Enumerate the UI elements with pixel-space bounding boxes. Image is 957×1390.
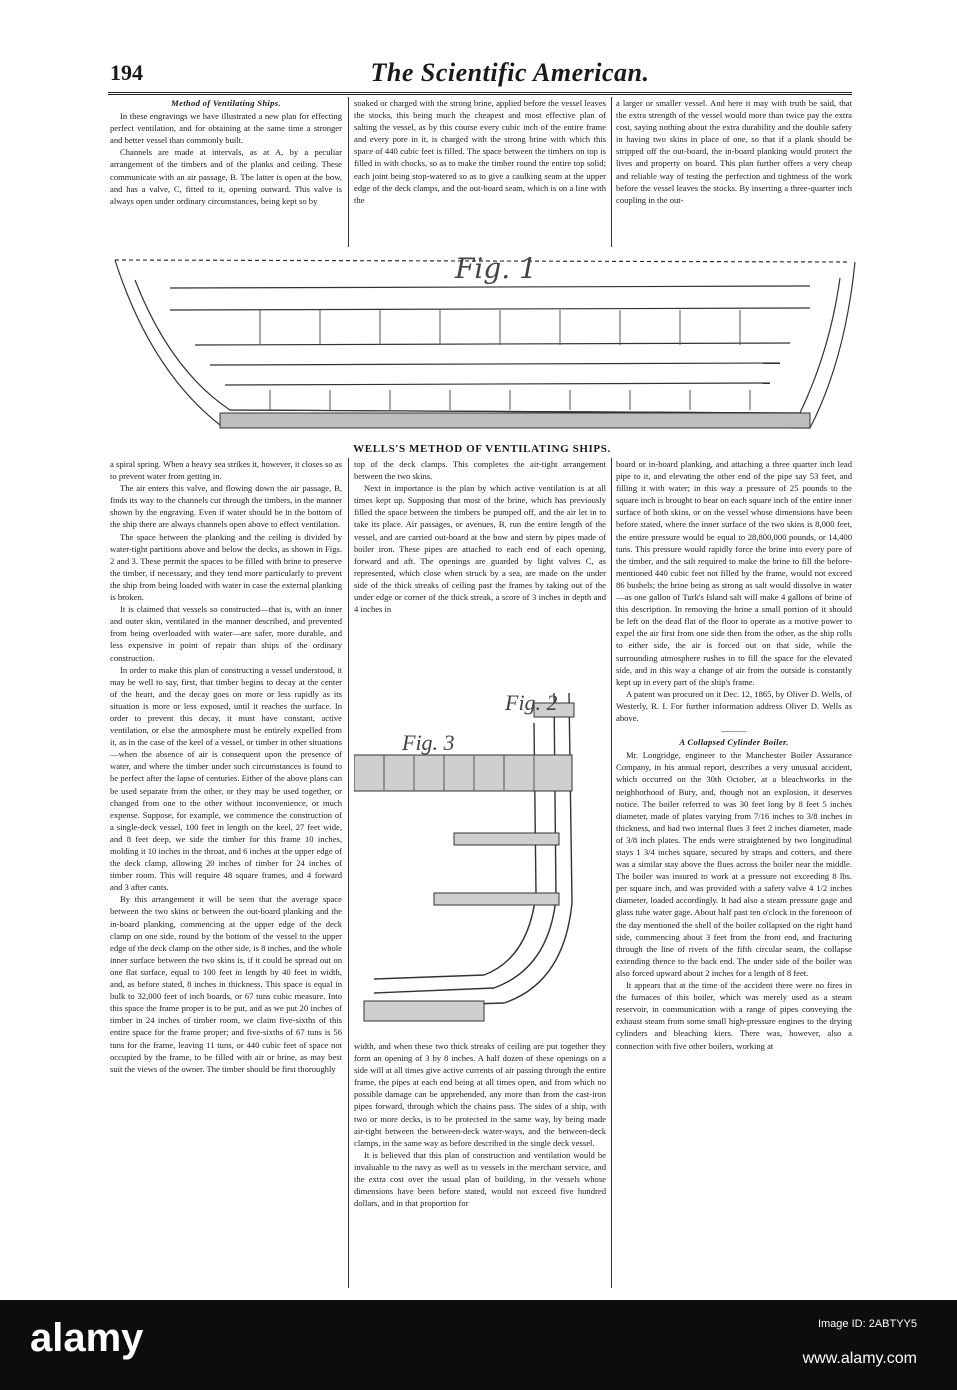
figure-2-label: Fig. 2 <box>505 690 558 715</box>
paragraph: width, and when these two thick streaks of ceiling are put together they form an opening of 3 by 8 inches. A half dozen of these openings on a side will at all times give active currents of air passing through the entire frame, the pipes at each end being at all times open, and from which no possible damage can be apprehended, any more than from the cast-iron pipes forward, through which the chains pass. The sides of a ship, with two or more decks, is to be protected in the same way, by being made air-tight between the between-deck water-ways, and the between-deck clamps, in the same way as before described in the single deck vessel. <box>354 1041 606 1148</box>
paragraph: Mr. Longridge, engineer to the Manchester Boiler Assurance Company, in his annual report, describes a very unusual accident, which occurred on the 30th October, at a bleachworks in the neighborhood of Bury, and, though not an explosion, it deserves notice. The boiler referred to was 30 feet long by 8 feet 5 inches diameter, made of plates varying from 7/16 inches to 3/8 inches in thickness, and had two internal flues 3 feet 2 inches diameter, made of 3/8 inch plates. The ends were straightened by two longitudinal stays 1 3/4 inches square, secured by straps and cotters, and there was a similar stay above the flues across the boiler near the middle. The boiler was insured to work at a pressure not exceeding 8 lbs. per square inch, and was provided with a safety valve 4 1/2 inches diameter, loaded accordingly. It had also a steam pressure gage and glass tube water gage. About half past ten o'clock in the forenoon of the day mentioned the shell of the boiler collapsed on the right hand side, commencing about 3 feet from the front end, and fracturing through the line of rivets of the fifth circular seam, the collapse extending thence to the back end. The under side of the boiler was also forced upward about 2 inches for a length of 8 feet. <box>616 750 852 978</box>
figure-3-label: Fig. 3 <box>402 730 455 755</box>
paragraph: It is claimed that vessels so constructed—that is, with an inner and outer skin, ventilated in the manner described, and prevented from being overloaded with water—are safer, more durable, and less expensive in point of repair than ships of the ordinary construction. <box>110 604 342 663</box>
article-column-6 <box>616 458 852 1288</box>
alamy-logo: alamy <box>30 1316 144 1360</box>
column-divider <box>348 97 349 247</box>
paragraph: Channels are made at intervals, as at A, by a peculiar arrangement of the timbers and of the planks and ceiling. These communicate with an air passage, B. The latter is open at the bow, and has a valve, C, fitted to it, opening outward. This valve is always open under ordinary circumstances, being kept so by <box>110 147 342 206</box>
article-heading: Method of Ventilating Ships. <box>171 98 281 108</box>
paragraph: The space between the planking and the ceiling is divided by water-tight partitions above and below the decks, as shown in Figs. 2 and 3. These permit the spaces to be filled with brine to preserve the timber, if necessary, and they tend more particularly to prevent the ship from being loaded with water in case the external planking is broken. <box>110 531 342 603</box>
column-divider <box>611 97 612 247</box>
paragraph: In order to make this plan of constructing a vessel understood, it may be well to say, first, that timber begins to decay at the center of the heart, and the decay goes on more or less rapidly as its situation is more or less exposed, until it reaches the surface. In order to prevent this decay, it must have constant, active ventilation, or else the atmosphere must be entirely expelled from it, as in the case of the keel of a vessel, or timber in other situations—when the absence of air is consequent upon the presence of water, and where the timber under such circumstances is found to be perfect after the lapse of centuries. Either of the above plans can be used separate from the other, or they may be used together, or changed from one to the other without inconvenience, or much expense. Suppose, for example, we commence the construction of a single-deck vessel, 100 feet in length on the keel, 27 feet wide, and 8 feet deep, we side the timber for this frame 10 inches, molding it 10 inches in the throat, and 6 inches at the upper edge of the deck clamp, allowing 20 inches of timber for 24 inches of timber room. This will require 48 square frames, and 4 forward and 3 after cants. <box>110 664 342 893</box>
paragraph: In these engravings we have illustrated a new plan for effecting perfect ventilation, and for obtaining at the same time a stronger and better vessel than commonly built. <box>110 111 342 146</box>
paragraph: top of the deck clamps. This completes the air-tight arrangement between the two skins. <box>354 459 606 482</box>
article-column-2 <box>354 97 606 247</box>
column-divider <box>611 458 612 1288</box>
figure-caption: WELLS'S METHOD OF VENTILATING SHIPS. <box>353 443 611 455</box>
article-column-5-continued <box>354 1040 606 1288</box>
paragraph: It is believed that this plan of construction and ventilation would be invaluable to the navy as well as to vessels in the merchant service, and the extra cost over the usual plan of building, in the vessels whose dimensions have been before stated, would not exceed five hundred dollars, and in that proportion for <box>354 1149 606 1209</box>
section-divider: ——— <box>721 725 747 736</box>
image-id-label: Image ID: 2ABTYY5 <box>817 1318 917 1330</box>
paragraph: soaked or charged with the strong brine, applied before the vessel leaves the stocks, this being much the cheapest and most effective plan of salting the vessel, as by this course every cubic inch of the entire frame and every pore in it, is charged with the strong brine with which this space of 440 cubic feet is filled. The space between the timbers on top is filled in with chocks, so as to make the timber round the entire top solid; each joint being stop-watered so as to give a caulking seam at the upper edge of the deck clamps, and the out-board seam, which is on a line with the <box>354 98 606 205</box>
article-column-5 <box>354 458 606 680</box>
paragraph: The air enters this valve, and flowing down the air passage, B, finds its way to the channels cut through the timbers, in the manner shown by the engraving. Even if water should be in the bottom of the ship there are always channels open above to effect ventilation. <box>110 483 342 530</box>
article-column-1 <box>110 97 342 247</box>
site-url: www.alamy.com <box>802 1350 917 1367</box>
paragraph: It appears that at the time of the accident there were no fires in the furnaces of this boiler, which was merely used as a steam reservoir, in communication with a range of pipes conveying the exhaust steam from some small high-pressure engines to the drying cylinders and bleaching kiers. There was, however, also a connection with five other boilers, working at <box>616 980 852 1051</box>
paragraph: Next in importance is the plan by which active ventilation is at all times kept up. Supposing that most of the brine, which has previously filled the space between the timbers be pumped off, and the air let in to take its place. Air passages, or avenues, B, run the entire length of the vessel, and are carried out-board at the bow and stern by pipes made of boiler iron. These pipes are attached to each end of each opening, forward and aft. The openings are guarded by light valves C, as represented, which close when struck by a sea, are made on the under side of the thick streaks of ceiling past the frames by taking out of the under edge or corner of the thick streak, a score of 3 inches in depth and 4 inches in <box>354 483 606 615</box>
paragraph: board or in-board planking, and attaching a three quarter inch lead pipe to it, and elevating the other end of the pipe say 53 feet, and filling it with water; in this way a pressure of 25 pounds to the square inch is brought to bear on each square inch of the entire inner surface of both skins, or on the vessel whose dimensions have been before stated, where the inner surface of the two skins is 8,000 feet, the entire pressure would be equal to 28,800,000 pounds, or 14,400 tuns. This pressure would rapidly force the brine into every pore of the timber, and the salt required to make the brine to fill the before-mentioned 440 cubic feet not filled by the frame, would not exceed 86 bushels; the brine being as strong as salt would dissolve in water—as one gallon of Turk's Island salt will make 4 gallons of brine of this description. In removing the brine a small portion of it should be left on the dead flat of the floor to operate as a motive power to expel the air first from one side then from the other, as the ship rolls to either side, the air is forced out on that side, while the surrounding atmosphere rushes in to fill the space for the elevated side, and in this way a change of air from the outside is constantly kept up in every part of the ship's frame. <box>616 459 852 687</box>
header-rule <box>108 92 852 95</box>
article-heading: A Collapsed Cylinder Boiler. <box>679 737 789 748</box>
paragraph: By this arrangement it will be seen that the average space between the two skins or between the out-board planking and the in-board planking, commencing at the upper edge of the deck clamp on one side, round by the bottom of the vessel to the upper edge of the deck clamp on the other side, is 8 inches, and the whole inner surface between the two skins is, if it could be spread out on one flat surface, equal to 100 feet in length by 40 feet in width, and, as before stated, 8 inches in thickness. This space is equal in bulk to 32,000 feet of inch boards, or 67 tuns cubic measure. Into this space the frame proper is to be put, and as we put 20 inches of timber in 24 inches of timber room, we claim five-sixths of this entire space for the frame proper; and five-sixths of 67 tuns is 56 tuns for the frame, leaving 11 tuns, or 440 cubic feet of space not occupied by the frame, to be filled with air or brine, as may best suit the views of the owner. The timber should be first thoroughly <box>110 894 342 1074</box>
article-column-4 <box>110 458 342 1288</box>
column-divider <box>348 458 349 1288</box>
paragraph: a spiral spring. When a heavy sea strikes it, however, it closes so as to prevent water from getting in. <box>110 459 342 482</box>
ship-engraving-figures-2-3 <box>354 683 606 1037</box>
paragraph: a larger or smaller vessel. And here it may with truth be said, that the extra strength of the vessel would more than twice pay the extra cost, saying nothing about the extra durability and the double safety in having two skins in place of one, so that if a plank should be stripped off the out-board, the in-board planking would protect the lives and property on board. This plan further offers a very cheap and reliable way of testing the perfection and tightness of the work before the vessel leaves the stocks. By inserting a three-quarter inch coupling in the out- <box>616 98 852 205</box>
journal-title: The Scientific American. <box>370 58 650 87</box>
page-number: 194 <box>110 60 143 85</box>
watermark-footer <box>0 1300 957 1390</box>
article-column-3 <box>616 97 852 247</box>
paragraph: A patent was procured on it Dec. 12, 1865, by Oliver D. Wells, of Westerly, R. I. For further information address Oliver D. Wells as above. <box>616 688 852 723</box>
figure-1-label: Fig. 1 <box>455 252 537 285</box>
